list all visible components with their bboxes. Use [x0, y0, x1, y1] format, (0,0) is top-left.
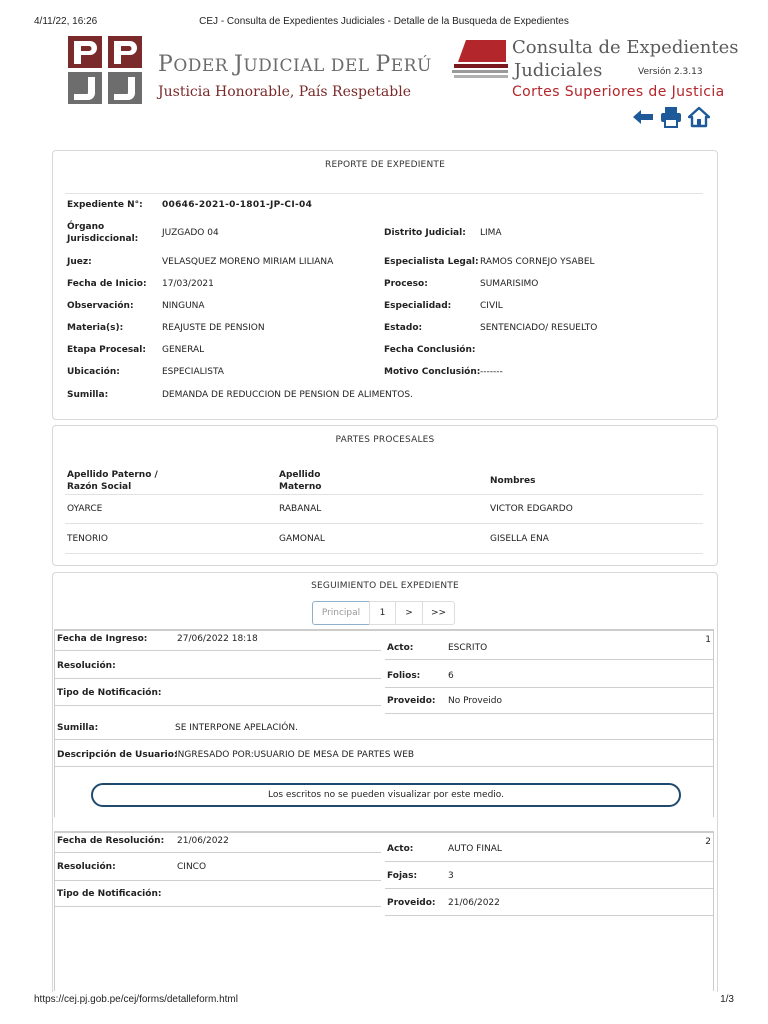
- partes-title: PARTES PROCESALES: [335, 435, 435, 445]
- reporte-panel: [52, 150, 718, 420]
- partes-panel: [52, 425, 718, 566]
- nav-toolbar: [632, 106, 712, 130]
- item-number: 2: [705, 837, 711, 847]
- proveido-label: Proveido:: [387, 696, 436, 706]
- cej-subtitle: Cortes Superiores de Justicia: [512, 84, 725, 100]
- especialista-value: RAMOS CORNEJO YSABEL: [480, 257, 595, 267]
- fecha-resolucion-label: Fecha de Resolución:: [57, 836, 165, 846]
- proveido-label: Proveido:: [387, 898, 436, 908]
- print-header: [34, 16, 734, 30]
- fecha-ingreso-label: Fecha de Ingreso:: [57, 634, 148, 644]
- pager-principal[interactable]: Principal: [312, 601, 370, 625]
- cej-logo: [452, 38, 510, 82]
- divider: [65, 494, 703, 495]
- row1-materno: RABANAL: [279, 504, 322, 514]
- poder-judicial-name: PODER JUDICIAL DEL PERÚ: [158, 52, 432, 77]
- etapa-label: Etapa Procesal:: [67, 345, 146, 355]
- col-materno-line1: Apellido: [279, 470, 321, 480]
- sumilla-label: Sumilla:: [57, 723, 99, 733]
- materia-value: REAJUSTE DE PENSION: [162, 323, 265, 333]
- observacion-label: Observación:: [67, 301, 134, 311]
- estado-label: Estado:: [384, 323, 423, 333]
- proceso-value: SUMARISIMO: [480, 279, 539, 289]
- distrito-label: Distrito Judicial:: [384, 228, 466, 238]
- organo-label-1: Órgano: [67, 222, 105, 232]
- acto-label: Acto:: [387, 844, 414, 854]
- notificacion-label: Tipo de Notificación:: [57, 688, 162, 698]
- juez-label: Juez:: [67, 257, 92, 267]
- descripcion-value: INGRESADO POR:USUARIO DE MESA DE PARTES WEB: [175, 750, 415, 760]
- proveido-value: 21/06/2022: [448, 898, 500, 908]
- notificacion-label: Tipo de Notificación:: [57, 889, 162, 899]
- motivo-value: -------: [480, 367, 503, 377]
- row1-paterno: OYARCE: [67, 504, 103, 514]
- print-datetime: 4/11/22, 16:26: [34, 16, 98, 27]
- ubicacion-value: ESPECIALISTA: [162, 367, 224, 377]
- print-icon[interactable]: [660, 106, 682, 128]
- seguimiento-item-2: [54, 831, 714, 991]
- poder-judicial-slogan: Justicia Honorable, País Respetable: [158, 84, 411, 100]
- pager-page-1[interactable]: 1: [369, 601, 396, 625]
- acto-value: AUTO FINAL: [448, 844, 502, 854]
- print-page-number: 1/3: [720, 994, 734, 1005]
- resolucion-label: Resolución:: [57, 862, 116, 872]
- motivo-label: Motivo Conclusión:: [384, 367, 481, 377]
- col-paterno-line2: Razón Social: [67, 482, 132, 492]
- resolucion-value: CINCO: [177, 862, 207, 872]
- juez-value: VELASQUEZ MORENO MIRIAM LILIANA: [162, 257, 334, 267]
- col-materno-line2: Materno: [279, 482, 322, 492]
- sumilla-value: SE INTERPONE APELACIÓN.: [175, 723, 298, 733]
- especialidad-value: CIVIL: [480, 301, 503, 311]
- col-paterno-line1: Apellido Paterno /: [67, 470, 158, 480]
- seguimiento-title: SEGUIMIENTO DEL EXPEDIENTE: [311, 581, 459, 591]
- poder-judicial-logo: [68, 36, 144, 104]
- fecha-resolucion-value: 21/06/2022: [177, 836, 229, 846]
- pager-next[interactable]: >: [395, 601, 423, 625]
- expediente-value: 00646-2021-0-1801-JP-CI-04: [162, 200, 313, 210]
- resolucion-label: Resolución:: [57, 661, 116, 671]
- folios-label: Folios:: [387, 671, 421, 681]
- cej-title-line2: Judiciales: [514, 60, 603, 81]
- expediente-label: Expediente N°:: [67, 200, 143, 210]
- row2-nombres: GISELLA ENA: [490, 534, 549, 544]
- sumilla-value: DEMANDA DE REDUCCION DE PENSION DE ALIMENTOS.: [162, 390, 413, 400]
- cej-version: Versión 2.3.13: [638, 67, 703, 77]
- acto-value: ESCRITO: [448, 643, 488, 653]
- cej-title-line1: Consulta de Expedientes: [512, 37, 739, 58]
- fecha-conclusion-label: Fecha Conclusión:: [384, 345, 476, 355]
- fecha-inicio-label: Fecha de Inicio:: [67, 279, 147, 289]
- print-footer: [34, 994, 734, 1008]
- descripcion-label: Descripción de Usuario:: [57, 750, 178, 760]
- organo-label-2: Jurisdiccional:: [67, 234, 139, 244]
- print-url: https://cej.pj.gob.pe/cej/forms/detalleform.html: [34, 994, 238, 1005]
- home-icon[interactable]: [688, 106, 710, 128]
- distrito-value: LIMA: [480, 228, 502, 238]
- divider: [65, 523, 703, 524]
- reporte-title: REPORTE DE EXPEDIENTE: [325, 160, 445, 170]
- sumilla-label: Sumilla:: [67, 390, 109, 400]
- col-nombres: Nombres: [490, 476, 536, 486]
- organo-value: JUZGADO 04: [162, 228, 219, 238]
- especialista-label: Especialista Legal:: [384, 257, 479, 267]
- folios-value: 6: [448, 671, 454, 681]
- row2-materno: GAMONAL: [279, 534, 325, 544]
- estado-value: SENTENCIADO/ RESUELTO: [480, 323, 598, 333]
- print-title: CEJ - Consulta de Expedientes Judiciales - Detalle de la Busqueda de Expedientes: [199, 16, 569, 27]
- row2-paterno: TENORIO: [67, 534, 108, 544]
- proveido-value: No Proveido: [448, 696, 502, 706]
- fojas-label: Fojas:: [387, 871, 418, 881]
- etapa-value: GENERAL: [162, 345, 205, 355]
- proceso-label: Proceso:: [384, 279, 428, 289]
- observacion-value: NINGUNA: [162, 301, 205, 311]
- item-number: 1: [705, 635, 711, 645]
- pagination: [313, 601, 455, 625]
- especialidad-label: Especialidad:: [384, 301, 452, 311]
- acto-label: Acto:: [387, 643, 414, 653]
- pager-last[interactable]: >>: [422, 601, 455, 625]
- divider: [65, 553, 703, 554]
- row1-nombres: VICTOR EDGARDO: [490, 504, 573, 514]
- fecha-inicio-value: 17/03/2021: [162, 279, 214, 289]
- fojas-value: 3: [448, 871, 454, 881]
- materia-label: Materia(s):: [67, 323, 124, 333]
- divider: [65, 193, 703, 194]
- escritos-notice: Los escritos no se pueden visualizar por este medio.: [91, 783, 681, 807]
- ubicacion-label: Ubicación:: [67, 367, 120, 377]
- fecha-ingreso-value: 27/06/2022 18:18: [177, 634, 258, 644]
- seguimiento-item-1: [54, 629, 714, 817]
- back-icon[interactable]: [632, 106, 654, 128]
